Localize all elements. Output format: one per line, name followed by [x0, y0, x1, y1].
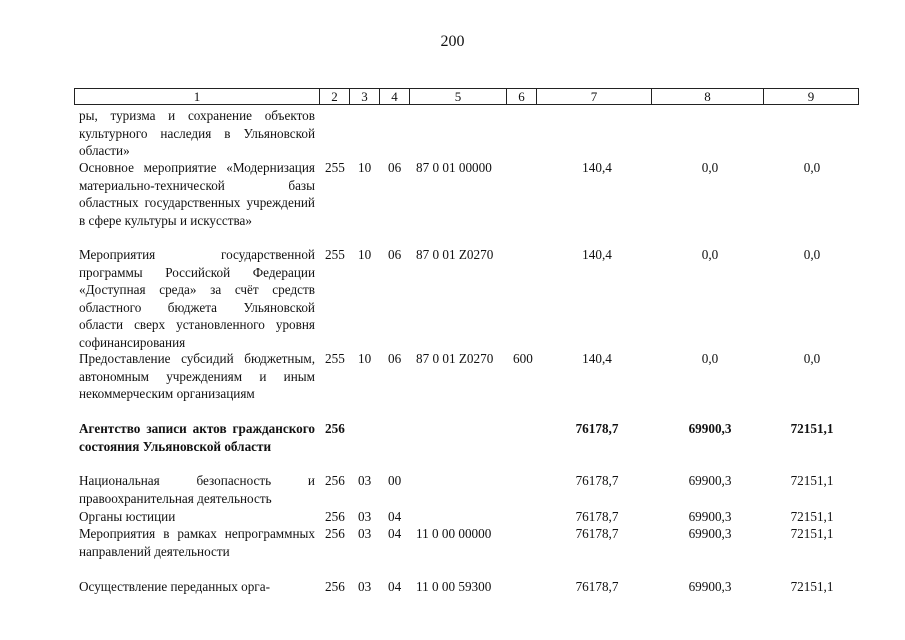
- col-header-7: 7: [537, 89, 652, 104]
- cell-amount-7: 76178,7: [575, 421, 619, 436]
- cell-subsection: 04: [388, 579, 402, 594]
- row-name: Осуществление переданных орга-: [79, 579, 270, 594]
- cell-target-item: 87 0 01 00000: [416, 160, 492, 175]
- cell-amount-7: 76178,7: [575, 526, 619, 541]
- cell-amount-9: 0,0: [803, 351, 821, 366]
- cell-ministry: 255: [325, 160, 345, 175]
- cell-section: 03: [358, 579, 372, 594]
- cell-section: 10: [358, 160, 372, 175]
- cell-subsection: 06: [388, 247, 402, 262]
- cell-ministry: 256: [325, 526, 345, 541]
- cell-amount-7: 140,4: [582, 247, 612, 262]
- col-header-4: 4: [380, 89, 410, 104]
- cell-subsection: 00: [388, 473, 402, 488]
- cell-target-item: 87 0 01 Z0270: [416, 351, 494, 366]
- row-name: ры, туризма и сохранение объектов культурного наследия в Ульяновской области»: [79, 108, 315, 158]
- cell-amount-9: 72151,1: [790, 421, 834, 436]
- cell-amount-9: 0,0: [803, 160, 821, 175]
- col-header-1: 1: [75, 89, 320, 104]
- cell-amount-8: 0,0: [701, 247, 719, 262]
- col-header-3: 3: [350, 89, 380, 104]
- cell-ministry: 256: [325, 579, 345, 594]
- cell-amount-7: 140,4: [582, 160, 612, 175]
- cell-amount-8: 69900,3: [688, 473, 732, 488]
- cell-ministry: 255: [325, 247, 345, 262]
- cell-section: 10: [358, 247, 372, 262]
- cell-ministry: 256: [325, 473, 345, 488]
- cell-amount-7: 76178,7: [575, 579, 619, 594]
- row-name: Предоставление субсидий бюджетным, автономным учреждениям и иным некоммерческим организациям: [79, 351, 315, 401]
- cell-amount-8: 0,0: [701, 160, 719, 175]
- cell-amount-8: 69900,3: [688, 526, 732, 541]
- cell-ministry: 256: [325, 421, 345, 436]
- cell-amount-9: 0,0: [803, 247, 821, 262]
- col-header-8: 8: [652, 89, 764, 104]
- page-number: 200: [440, 33, 465, 50]
- row-name: Мероприятия государственной программы Российской Федерации «Доступная среда» за счёт средств областного бюджета Ульяновской области сверх установленного уровня софинансирования: [79, 247, 315, 350]
- row-name: Мероприятия в рамках непрограммных направлений деятельности: [79, 526, 315, 559]
- col-header-9: 9: [807, 89, 815, 104]
- cell-subsection: 06: [388, 160, 402, 175]
- cell-section: 03: [358, 509, 372, 524]
- cell-subsection: 04: [388, 526, 402, 541]
- cell-section: 03: [358, 526, 372, 541]
- col-header-2: 2: [320, 89, 350, 104]
- cell-amount-9: 72151,1: [790, 526, 834, 541]
- cell-ministry: 256: [325, 509, 345, 524]
- cell-target-item: 11 0 00 59300: [416, 579, 492, 594]
- cell-subsection: 04: [388, 509, 402, 524]
- cell-section: 03: [358, 473, 372, 488]
- cell-target-item: 87 0 01 Z0270: [416, 247, 494, 262]
- row-name: Национальная безопасность и правоохранительная деятельность: [79, 473, 315, 506]
- col-header-6: 6: [507, 89, 537, 104]
- cell-amount-7: 140,4: [582, 351, 612, 366]
- cell-amount-9: 72151,1: [790, 509, 834, 524]
- cell-amount-7: 76178,7: [575, 509, 619, 524]
- row-name: Органы юстиции: [79, 509, 176, 524]
- cell-target-item: 11 0 00 00000: [416, 526, 492, 541]
- cell-subsection: 06: [388, 351, 402, 366]
- col-header-5: 5: [410, 89, 507, 104]
- cell-amount-8: 69900,3: [688, 579, 732, 594]
- row-name: Агентство записи актов гражданского состояния Ульяновской области: [79, 421, 315, 454]
- cell-amount-9: 72151,1: [790, 579, 834, 594]
- cell-amount-9: 72151,1: [790, 473, 834, 488]
- cell-ministry: 255: [325, 351, 345, 366]
- cell-amount-8: 0,0: [701, 351, 719, 366]
- row-name: Основное мероприятие «Модернизация материально-технической базы областных государственных учреждений в сфере культуры и искусства»: [79, 160, 315, 228]
- cell-amount-8: 69900,3: [688, 509, 732, 524]
- cell-amount-8: 69900,3: [688, 421, 732, 436]
- table-header: [74, 88, 859, 105]
- cell-section: 10: [358, 351, 372, 366]
- cell-expense-type: 600: [513, 351, 533, 366]
- cell-amount-7: 76178,7: [575, 473, 619, 488]
